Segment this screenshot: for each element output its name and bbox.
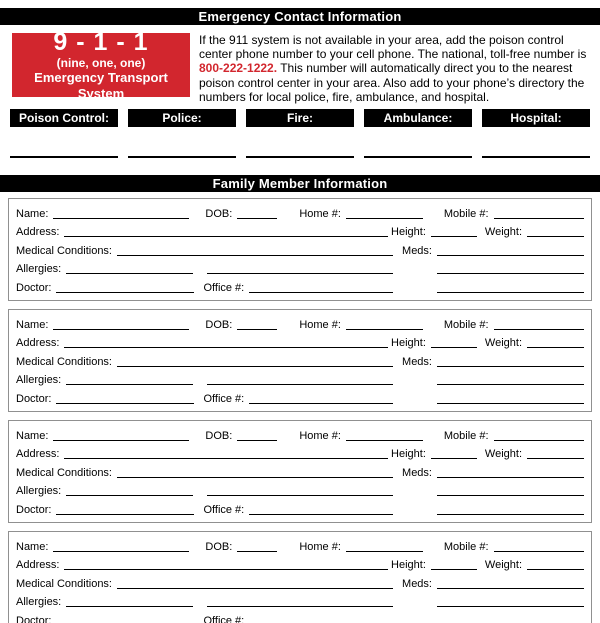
office-phone-field-line[interactable] [249,393,393,404]
allergies-field-line[interactable] [66,374,193,385]
meds-field-line[interactable] [437,356,584,367]
name-label: Name: [16,540,49,553]
dob-field-line[interactable] [237,541,277,552]
medical-conditions-field-line[interactable] [117,578,393,589]
911-badge [12,27,190,101]
medical-conditions-field-line[interactable] [117,467,393,478]
family-member-block-2 [8,309,592,412]
address-label: Address: [16,226,60,239]
height-label: Height: [391,559,426,572]
address-row [16,222,584,241]
medical-conditions-label: Medical Conditions: [16,244,112,257]
medical-conditions-field-line[interactable] [117,356,393,367]
ambulance-label: Ambulance: [364,109,472,127]
address-field-line[interactable] [64,226,388,237]
doctor-field-line[interactable] [56,504,194,515]
poison-control-paragraph [199,33,590,104]
name-field-line[interactable] [53,208,189,219]
hospital-label: Hospital: [482,109,590,127]
address-row [16,333,584,352]
office-phone-label: Office #: [203,281,245,294]
dob-field-line[interactable] [237,208,277,219]
weight-field-line[interactable] [527,448,584,459]
height-label: Height: [391,448,426,461]
height-field-line[interactable] [431,226,477,237]
home-phone-field-line[interactable] [346,430,423,441]
badge-transport-system: Emergency Transport System [34,69,168,101]
meds-field-line[interactable] [437,578,584,589]
badge-911-number: 9 - 1 - 1 [53,27,149,56]
police-label: Police: [128,109,236,127]
ambulance-field-line[interactable] [364,156,472,158]
meds-field-line[interactable] [437,467,584,478]
meds-label: Meds: [402,466,432,479]
meds-extra-line-2[interactable] [437,615,584,623]
address-field-line[interactable] [64,337,388,348]
mobile-phone-label: Mobile #: [443,207,489,220]
name-label: Name: [16,318,49,331]
office-phone-field-line[interactable] [249,615,393,623]
family-member-block-1 [8,198,592,301]
dob-field-line[interactable] [237,430,277,441]
weight-label: Weight: [484,226,522,239]
weight-label: Weight: [484,448,522,461]
address-row [16,555,584,574]
allergies-extra-line[interactable] [207,263,393,274]
weight-field-line[interactable] [527,337,584,348]
dob-label: DOB: [205,429,233,442]
top-row [12,27,590,104]
fire-field-line[interactable] [246,156,354,158]
meds-label: Meds: [402,355,432,368]
weight-label: Weight: [484,559,522,572]
address-field-line[interactable] [64,448,388,459]
allergies-label: Allergies: [16,263,62,276]
home-phone-label: Home #: [299,540,341,553]
emergency-contacts-blanks [10,156,590,158]
medical-conditions-label: Medical Conditions: [16,577,112,590]
allergies-row [16,481,584,500]
height-field-line[interactable] [431,337,477,348]
height-label: Height: [391,337,426,350]
allergies-label: Allergies: [16,374,62,387]
allergies-extra-line[interactable] [207,485,393,496]
address-row [16,444,584,463]
address-label: Address: [16,337,60,350]
dob-label: DOB: [205,207,233,220]
mobile-phone-label: Mobile #: [443,429,489,442]
height-label: Height: [391,226,426,239]
mobile-phone-field-line[interactable] [494,430,584,441]
meds-extra-line-2[interactable] [437,393,584,404]
mobile-phone-field-line[interactable] [494,541,584,552]
office-phone-field-line[interactable] [249,504,393,515]
doctor-label: Doctor: [16,614,52,623]
family-member-blocks [8,198,592,623]
address-label: Address: [16,448,60,461]
poison-control-phone-number: 800-222-1222. [199,61,278,76]
name-field-line[interactable] [53,430,189,441]
fire-label: Fire: [246,109,354,127]
address-field-line[interactable] [64,559,388,570]
paragraph-text-after: This number will automatically direct you to the nearest poison control center in your area. Also add to your phone’s directory the numbers for local police, fire, ambulance, and hospital. [199,61,585,104]
medical-row [16,351,584,370]
office-phone-label: Office #: [203,614,245,623]
allergies-label: Allergies: [16,596,62,609]
medical-conditions-field-line[interactable] [117,245,393,256]
meds-field-line[interactable] [437,245,584,256]
medical-conditions-label: Medical Conditions: [16,466,112,479]
home-phone-field-line[interactable] [346,541,423,552]
meds-extra-line-2[interactable] [437,282,584,293]
name-row [16,536,584,555]
dob-label: DOB: [205,540,233,553]
doctor-label: Doctor: [16,392,52,405]
doctor-row [16,277,584,296]
name-row [16,203,584,222]
meds-label: Meds: [402,244,432,257]
name-row [16,425,584,444]
name-row [16,314,584,333]
office-phone-field-line[interactable] [249,282,393,293]
medical-row [16,462,584,481]
mobile-phone-label: Mobile #: [443,318,489,331]
meds-label: Meds: [402,577,432,590]
mobile-phone-field-line[interactable] [494,208,584,219]
meds-extra-line-1[interactable] [437,485,584,496]
allergies-row [16,259,584,278]
dob-field-line[interactable] [237,319,277,330]
dob-label: DOB: [205,318,233,331]
hospital-field-line[interactable] [482,156,590,158]
doctor-field-line[interactable] [56,282,194,293]
family-member-block-4 [8,531,592,623]
allergies-field-line[interactable] [66,596,193,607]
home-phone-field-line[interactable] [346,319,423,330]
badge-nine-one-one: (nine, one, one) [56,55,146,70]
emergency-contacts-labels [10,109,590,127]
medical-row [16,240,584,259]
poison-control-field-line[interactable] [10,156,118,158]
office-phone-label: Office #: [203,392,245,405]
name-label: Name: [16,207,49,220]
paragraph-text-before: If the 911 system is not available in your area, add the poison control center phone number to your cell phone. The national, toll-free number is [199,33,587,62]
allergies-label: Allergies: [16,485,62,498]
family-section-title: Family Member Information [0,175,600,192]
medical-row [16,573,584,592]
emergency-section-title: Emergency Contact Information [0,8,600,25]
poison-control-label: Poison Control: [10,109,118,127]
allergies-extra-line[interactable] [207,374,393,385]
police-field-line[interactable] [128,156,236,158]
weight-field-line[interactable] [527,226,584,237]
doctor-row [16,610,584,623]
doctor-row [16,499,584,518]
allergies-field-line[interactable] [66,485,193,496]
address-label: Address: [16,559,60,572]
name-field-line[interactable] [53,319,189,330]
weight-field-line[interactable] [527,559,584,570]
name-field-line[interactable] [53,541,189,552]
mobile-phone-label: Mobile #: [443,540,489,553]
home-phone-label: Home #: [299,207,341,220]
doctor-field-line[interactable] [56,615,194,623]
meds-extra-line-1[interactable] [437,374,584,385]
height-field-line[interactable] [431,559,477,570]
allergies-row [16,370,584,389]
name-label: Name: [16,429,49,442]
mobile-phone-field-line[interactable] [494,319,584,330]
allergies-row [16,592,584,611]
meds-extra-line-1[interactable] [437,596,584,607]
doctor-field-line[interactable] [56,393,194,404]
allergies-extra-line[interactable] [207,596,393,607]
home-phone-field-line[interactable] [346,208,423,219]
doctor-row [16,388,584,407]
medical-conditions-label: Medical Conditions: [16,355,112,368]
meds-extra-line-1[interactable] [437,263,584,274]
height-field-line[interactable] [431,448,477,459]
family-member-block-3 [8,420,592,523]
doctor-label: Doctor: [16,281,52,294]
allergies-field-line[interactable] [66,263,193,274]
meds-extra-line-2[interactable] [437,504,584,515]
office-phone-label: Office #: [203,503,245,516]
doctor-label: Doctor: [16,503,52,516]
home-phone-label: Home #: [299,429,341,442]
weight-label: Weight: [484,337,522,350]
home-phone-label: Home #: [299,318,341,331]
